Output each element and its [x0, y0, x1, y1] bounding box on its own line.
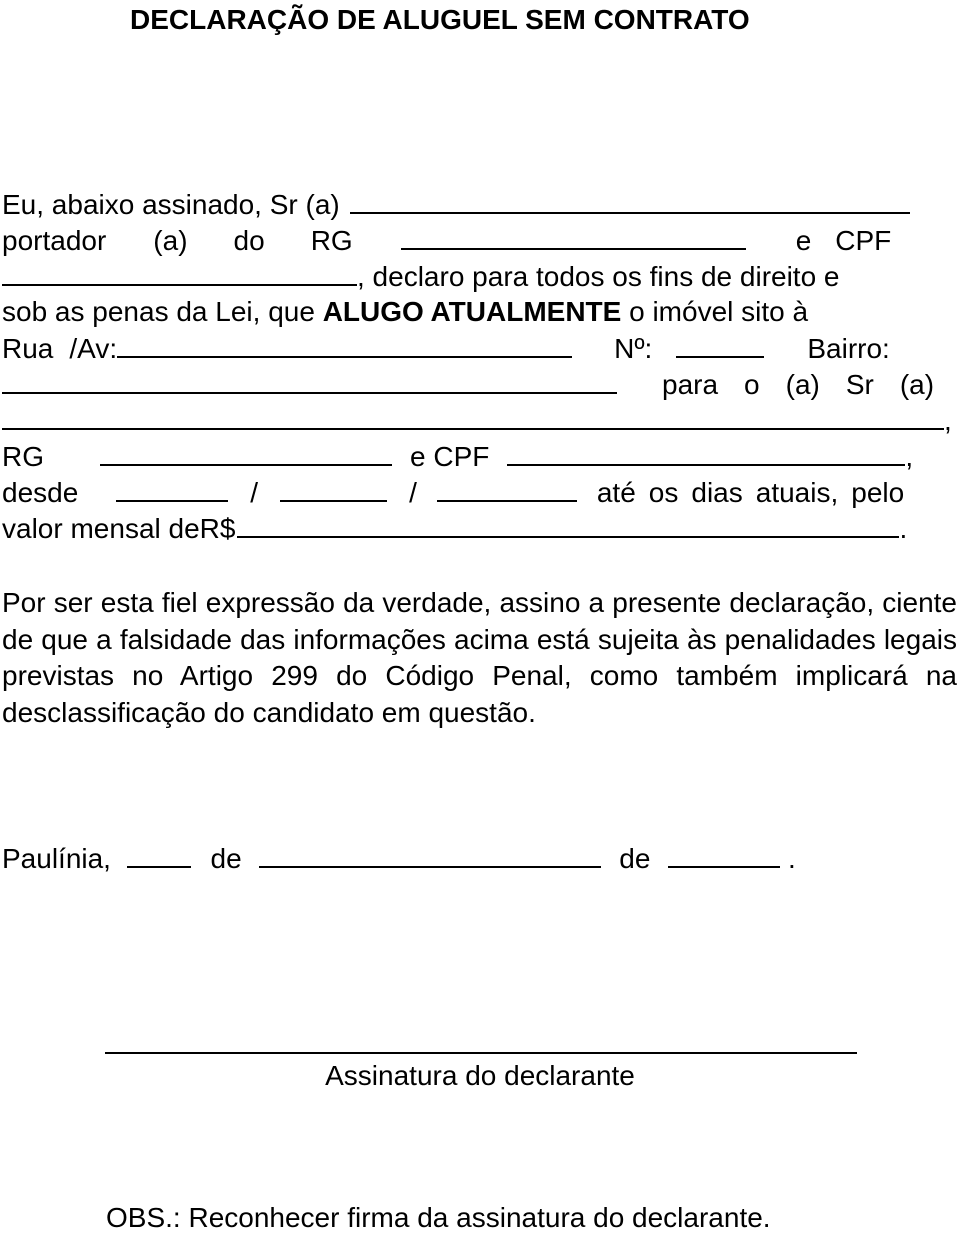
word: de — [210, 843, 242, 874]
month-field[interactable] — [259, 840, 601, 868]
declarant-label: Eu, abaixo assinado, Sr (a) — [2, 189, 340, 220]
declaration-line-9 — [2, 474, 957, 510]
observation-note: OBS.: Reconhecer firma da assinatura do declarante. — [106, 1202, 771, 1233]
year-field[interactable] — [668, 840, 780, 868]
rg-label: RG — [310, 225, 353, 256]
address-field[interactable] — [117, 330, 572, 358]
declaration-text: , declaro para todos os fins de direito e — [357, 261, 840, 292]
slash: / — [250, 477, 259, 508]
landlord-cpf-field[interactable] — [507, 438, 905, 466]
start-year-field[interactable] — [437, 474, 577, 502]
av-label: /Av: — [69, 333, 118, 364]
number-field[interactable] — [676, 330, 764, 358]
cpf-label: CPF — [835, 225, 892, 256]
word: portador — [2, 225, 107, 256]
bairro-label: Bairro: — [807, 333, 890, 364]
landlord-name-field[interactable] — [2, 402, 944, 430]
comma: , — [944, 405, 952, 436]
word: o — [744, 369, 760, 400]
start-day-field[interactable] — [116, 474, 228, 502]
statement-paragraph: Por ser esta fiel expressão da verdade, assino a presente declaração, ciente de que a falsidade das informações acima está sujeita às penalidades legais previstas no Artigo 299 do Código Penal, como também implicará na desclassificação do candidato em questão. — [2, 587, 957, 728]
comma: , — [905, 441, 914, 472]
declaration-line-7 — [2, 402, 957, 438]
word: Sr — [845, 369, 874, 400]
declaration-line-10 — [2, 510, 957, 546]
signature-line[interactable] — [105, 1052, 857, 1054]
date-line — [2, 840, 796, 877]
declaration-line-2 — [2, 222, 957, 258]
declaration-line-1 — [2, 186, 957, 222]
declarant-cpf-field[interactable] — [2, 258, 357, 286]
bairro-field[interactable] — [2, 366, 617, 394]
day-field[interactable] — [127, 840, 191, 868]
word: do — [233, 225, 265, 256]
landlord-cpf-label: e CPF — [410, 441, 490, 472]
rent-value-field[interactable] — [237, 510, 899, 538]
declarant-rg-field[interactable] — [401, 222, 746, 250]
declaration-line-8 — [2, 438, 957, 474]
word: (a) — [785, 369, 820, 400]
rent-value-label: valor mensal deR$ — [2, 513, 236, 544]
landlord-rg-label: RG — [2, 441, 44, 472]
declaration-line-6 — [2, 366, 957, 402]
declaration-line-3 — [2, 258, 957, 294]
rua-label: Rua — [2, 333, 54, 364]
word: os — [648, 477, 679, 508]
slash: / — [409, 477, 417, 508]
since-label: desde — [2, 477, 79, 508]
word: (a) — [899, 369, 935, 400]
word: (a) — [153, 225, 188, 256]
start-month-field[interactable] — [280, 474, 387, 502]
declaration-text: sob as penas da Lei, que ALUGO ATUALMENTE o imóvel sito à — [2, 296, 809, 327]
word: dias — [691, 477, 743, 508]
period: . — [899, 513, 908, 544]
word: até — [596, 477, 636, 508]
declaration-line-5 — [2, 330, 957, 366]
word: pelo — [851, 477, 905, 508]
period: . — [787, 843, 796, 874]
document-title: DECLARAÇÃO DE ALUGUEL SEM CONTRATO — [130, 4, 750, 35]
number-label: Nº: — [614, 333, 653, 364]
declarant-name-field[interactable] — [350, 186, 910, 214]
city-label: Paulínia, — [2, 843, 111, 874]
landlord-rg-field[interactable] — [100, 438, 392, 466]
word: de — [619, 843, 651, 874]
word: atuais, — [755, 477, 839, 508]
declaration-line-4 — [2, 294, 957, 330]
word: para — [662, 369, 719, 400]
word: e — [795, 225, 812, 256]
signature-label: Assinatura do declarante — [325, 1060, 635, 1091]
